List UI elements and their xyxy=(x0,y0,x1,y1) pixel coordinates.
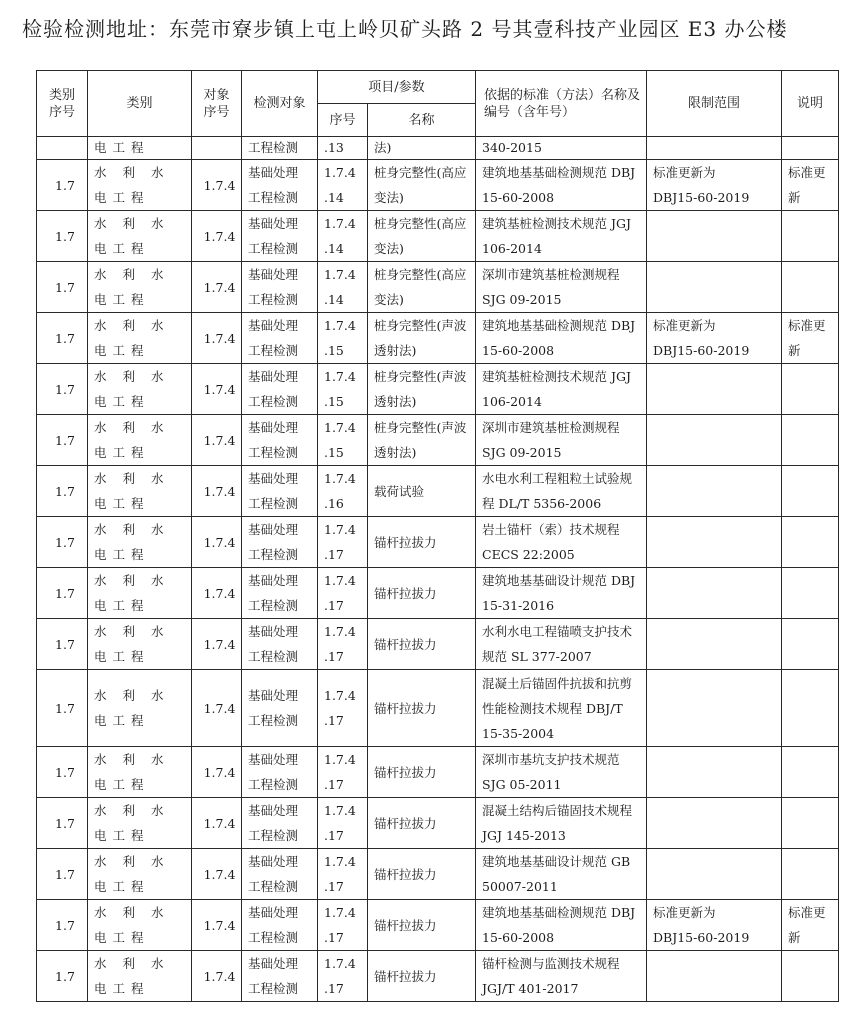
cell-standard: 深圳市建筑基桩检测规程 SJG 09-2015 xyxy=(476,415,647,466)
cell-object-number: 1.7.4 xyxy=(192,747,242,798)
cell-object-number: 1.7.4 xyxy=(192,900,242,951)
table-row xyxy=(37,798,839,849)
cell-standard: 水电水利工程粗粒土试验规 程 DL/T 5356-2006 xyxy=(476,466,647,517)
cell-standard: 建筑地基基础检测规范 DBJ 15-60-2008 xyxy=(476,160,647,211)
header-item-number: 序号 xyxy=(318,104,368,137)
header-item-parameter: 项目/参数 xyxy=(318,71,476,104)
cell-object-number: 1.7.4 xyxy=(192,951,242,1002)
table-row xyxy=(37,900,839,951)
cell-item-number: 1.7.4 .17 xyxy=(318,747,368,798)
cell-object: 基础处理 工程检测 xyxy=(242,798,318,849)
cell-object: 基础处理 工程检测 xyxy=(242,313,318,364)
cell-category-number: 1.7 xyxy=(37,747,88,798)
cell-category: 水 利 水 电工程 xyxy=(88,211,192,262)
cell-item-name: 桩身完整性(高应 变法) xyxy=(368,160,476,211)
cell-limit-scope xyxy=(647,517,782,568)
cell-standard: 混凝土结构后锚固技术规程 JGJ 145-2013 xyxy=(476,798,647,849)
cell-item-name: 法) xyxy=(368,137,476,160)
cell-category: 水 利 水 电工程 xyxy=(88,670,192,747)
cell-limit-scope xyxy=(647,137,782,160)
header-note: 说明 xyxy=(782,71,839,137)
table-row xyxy=(37,364,839,415)
cell-object: 基础处理 工程检测 xyxy=(242,262,318,313)
cell-category: 水 利 水 电工程 xyxy=(88,747,192,798)
cell-note xyxy=(782,466,839,517)
cell-limit-scope xyxy=(647,849,782,900)
cell-item-number: 1.7.4 .14 xyxy=(318,160,368,211)
cell-standard: 建筑地基基础检测规范 DBJ 15-60-2008 xyxy=(476,313,647,364)
cell-object-number xyxy=(192,137,242,160)
accreditation-table xyxy=(36,70,839,1002)
cell-category-number: 1.7 xyxy=(37,900,88,951)
cell-standard: 水利水电工程锚喷支护技术 规范 SL 377-2007 xyxy=(476,619,647,670)
cell-category: 水 利 水 电工程 xyxy=(88,849,192,900)
cell-note xyxy=(782,137,839,160)
cell-item-name: 锚杆拉拔力 xyxy=(368,849,476,900)
cell-limit-scope xyxy=(647,798,782,849)
cell-category: 水 利 水 电工程 xyxy=(88,619,192,670)
cell-item-number: 1.7.4 .17 xyxy=(318,900,368,951)
cell-item-number: 1.7.4 .14 xyxy=(318,262,368,313)
cell-category-number: 1.7 xyxy=(37,951,88,1002)
cell-note xyxy=(782,262,839,313)
cell-object-number: 1.7.4 xyxy=(192,670,242,747)
table-row xyxy=(37,415,839,466)
cell-standard: 建筑地基基础设计规范 DBJ 15-31-2016 xyxy=(476,568,647,619)
inspection-address: 检验检测地址：东莞市寮步镇上屯上岭贝矿头路 2 号其壹科技产业园区 E3 办公楼 xyxy=(22,17,788,41)
header-limit-scope: 限制范围 xyxy=(647,71,782,137)
table-body xyxy=(37,137,839,1002)
cell-note xyxy=(782,619,839,670)
cell-object: 基础处理 工程检测 xyxy=(242,364,318,415)
cell-standard: 混凝土后锚固件抗拔和抗剪 性能检测技术规程 DBJ/T 15-35-2004 xyxy=(476,670,647,747)
cell-standard: 建筑基桩检测技术规范 JGJ 106-2014 xyxy=(476,211,647,262)
cell-object: 基础处理 工程检测 xyxy=(242,900,318,951)
cell-item-name: 锚杆拉拔力 xyxy=(368,670,476,747)
table-row xyxy=(37,619,839,670)
cell-standard: 深圳市建筑基桩检测规程 SJG 09-2015 xyxy=(476,262,647,313)
cell-category: 水 利 水 电工程 xyxy=(88,364,192,415)
cell-item-number: 1.7.4 .17 xyxy=(318,619,368,670)
cell-object: 基础处理 工程检测 xyxy=(242,747,318,798)
cell-category-number: 1.7 xyxy=(37,568,88,619)
cell-item-number: 1.7.4 .17 xyxy=(318,517,368,568)
cell-object-number: 1.7.4 xyxy=(192,466,242,517)
cell-standard: 建筑基桩检测技术规范 JGJ 106-2014 xyxy=(476,364,647,415)
cell-standard: 岩土锚杆（索）技术规程 CECS 22:2005 xyxy=(476,517,647,568)
cell-category-number: 1.7 xyxy=(37,466,88,517)
cell-object-number: 1.7.4 xyxy=(192,849,242,900)
cell-item-name: 桩身完整性(声波 透射法) xyxy=(368,415,476,466)
cell-object-number: 1.7.4 xyxy=(192,517,242,568)
table-header xyxy=(37,71,839,137)
cell-category: 水 利 水 电工程 xyxy=(88,951,192,1002)
cell-object: 基础处理 工程检测 xyxy=(242,951,318,1002)
cell-object-number: 1.7.4 xyxy=(192,211,242,262)
table-row xyxy=(37,517,839,568)
cell-limit-scope xyxy=(647,466,782,517)
cell-item-number: 1.7.4 .17 xyxy=(318,951,368,1002)
cell-standard: 锚杆检测与监测技术规程 JGJ/T 401-2017 xyxy=(476,951,647,1002)
cell-note xyxy=(782,670,839,747)
cell-category-number: 1.7 xyxy=(37,849,88,900)
table-row xyxy=(37,747,839,798)
cell-limit-scope xyxy=(647,670,782,747)
cell-item-number: 1.7.4 .17 xyxy=(318,798,368,849)
header-category: 类别 xyxy=(88,71,192,137)
cell-category: 水 利 水 电工程 xyxy=(88,568,192,619)
cell-item-number: .13 xyxy=(318,137,368,160)
cell-note xyxy=(782,364,839,415)
cell-note xyxy=(782,517,839,568)
cell-item-name: 桩身完整性(高应 变法) xyxy=(368,211,476,262)
cell-object-number: 1.7.4 xyxy=(192,313,242,364)
cell-standard: 建筑地基基础检测规范 DBJ 15-60-2008 xyxy=(476,900,647,951)
table-row xyxy=(37,568,839,619)
cell-object: 工程检测 xyxy=(242,137,318,160)
cell-object-number: 1.7.4 xyxy=(192,619,242,670)
cell-limit-scope: 标准更新为 DBJ15-60-2019 xyxy=(647,160,782,211)
cell-object: 基础处理 工程检测 xyxy=(242,211,318,262)
cell-item-name: 锚杆拉拔力 xyxy=(368,951,476,1002)
cell-object: 基础处理 工程检测 xyxy=(242,466,318,517)
cell-item-number: 1.7.4 .17 xyxy=(318,849,368,900)
cell-category-number: 1.7 xyxy=(37,619,88,670)
cell-limit-scope xyxy=(647,568,782,619)
cell-item-name: 锚杆拉拔力 xyxy=(368,900,476,951)
cell-item-name: 桩身完整性(声波 透射法) xyxy=(368,364,476,415)
cell-item-number: 1.7.4 .15 xyxy=(318,364,368,415)
header-item-name: 名称 xyxy=(368,104,476,137)
header-object-number: 对象 序号 xyxy=(192,71,242,137)
cell-category-number xyxy=(37,137,88,160)
cell-item-number: 1.7.4 .14 xyxy=(318,211,368,262)
cell-item-number: 1.7.4 .17 xyxy=(318,568,368,619)
header-category-number: 类别 序号 xyxy=(37,71,88,137)
table-row xyxy=(37,313,839,364)
table-row xyxy=(37,160,839,211)
cell-category: 水 利 水 电工程 xyxy=(88,900,192,951)
cell-object-number: 1.7.4 xyxy=(192,568,242,619)
table-row xyxy=(37,670,839,747)
cell-category: 水 利 水 电工程 xyxy=(88,798,192,849)
cell-item-name: 锚杆拉拔力 xyxy=(368,568,476,619)
cell-note xyxy=(782,568,839,619)
cell-note: 标准更 新 xyxy=(782,313,839,364)
cell-object: 基础处理 工程检测 xyxy=(242,160,318,211)
cell-category: 水 利 水 电工程 xyxy=(88,466,192,517)
cell-standard: 340-2015 xyxy=(476,137,647,160)
cell-standard: 深圳市基坑支护技术规范 SJG 05-2011 xyxy=(476,747,647,798)
cell-object: 基础处理 工程检测 xyxy=(242,415,318,466)
cell-object: 基础处理 工程检测 xyxy=(242,619,318,670)
cell-category: 水 利 水 电工程 xyxy=(88,415,192,466)
cell-category: 水 利 水 电工程 xyxy=(88,262,192,313)
cell-note xyxy=(782,747,839,798)
cell-note: 标准更 新 xyxy=(782,160,839,211)
cell-note xyxy=(782,211,839,262)
cell-category: 水 利 水 电工程 xyxy=(88,517,192,568)
cell-item-number: 1.7.4 .15 xyxy=(318,313,368,364)
table-row xyxy=(37,849,839,900)
cell-note xyxy=(782,798,839,849)
table-row xyxy=(37,951,839,1002)
cell-item-name: 锚杆拉拔力 xyxy=(368,517,476,568)
cell-category: 电工程 xyxy=(88,137,192,160)
cell-object-number: 1.7.4 xyxy=(192,415,242,466)
cell-object: 基础处理 工程检测 xyxy=(242,849,318,900)
cell-limit-scope xyxy=(647,211,782,262)
cell-object-number: 1.7.4 xyxy=(192,262,242,313)
cell-standard: 建筑地基基础设计规范 GB 50007-2011 xyxy=(476,849,647,900)
cell-category: 水 利 水 电工程 xyxy=(88,160,192,211)
cell-object: 基础处理 工程检测 xyxy=(242,568,318,619)
cell-object-number: 1.7.4 xyxy=(192,364,242,415)
table-row xyxy=(37,466,839,517)
cell-category-number: 1.7 xyxy=(37,415,88,466)
cell-category-number: 1.7 xyxy=(37,798,88,849)
cell-item-number: 1.7.4 .16 xyxy=(318,466,368,517)
cell-category-number: 1.7 xyxy=(37,517,88,568)
cell-object: 基础处理 工程检测 xyxy=(242,517,318,568)
cell-item-number: 1.7.4 .15 xyxy=(318,415,368,466)
cell-limit-scope xyxy=(647,951,782,1002)
cell-item-name: 锚杆拉拔力 xyxy=(368,798,476,849)
cell-category-number: 1.7 xyxy=(37,364,88,415)
cell-item-name: 载荷试验 xyxy=(368,466,476,517)
cell-category: 水 利 水 电工程 xyxy=(88,313,192,364)
cell-note xyxy=(782,951,839,1002)
cell-limit-scope xyxy=(647,619,782,670)
cell-note: 标准更 新 xyxy=(782,900,839,951)
cell-limit-scope xyxy=(647,262,782,313)
cell-item-name: 锚杆拉拔力 xyxy=(368,619,476,670)
header-object: 检测对象 xyxy=(242,71,318,137)
cell-limit-scope: 标准更新为 DBJ15-60-2019 xyxy=(647,900,782,951)
cell-object: 基础处理 工程检测 xyxy=(242,670,318,747)
cell-item-name: 桩身完整性(声波 透射法) xyxy=(368,313,476,364)
cell-limit-scope: 标准更新为 DBJ15-60-2019 xyxy=(647,313,782,364)
cell-note xyxy=(782,415,839,466)
cell-item-name: 桩身完整性(高应 变法) xyxy=(368,262,476,313)
cell-object-number: 1.7.4 xyxy=(192,160,242,211)
cell-item-name: 锚杆拉拔力 xyxy=(368,747,476,798)
table-row xyxy=(37,262,839,313)
cell-category-number: 1.7 xyxy=(37,262,88,313)
cell-limit-scope xyxy=(647,747,782,798)
cell-item-number: 1.7.4 .17 xyxy=(318,670,368,747)
cell-limit-scope xyxy=(647,415,782,466)
table-row xyxy=(37,211,839,262)
cell-note xyxy=(782,849,839,900)
header-standard: 依据的标准（方法）名称及编号（含年号） xyxy=(476,71,647,137)
cell-category-number: 1.7 xyxy=(37,313,88,364)
cell-category-number: 1.7 xyxy=(37,160,88,211)
cell-category-number: 1.7 xyxy=(37,670,88,747)
cell-object-number: 1.7.4 xyxy=(192,798,242,849)
table-row xyxy=(37,137,839,160)
cell-limit-scope xyxy=(647,364,782,415)
cell-category-number: 1.7 xyxy=(37,211,88,262)
